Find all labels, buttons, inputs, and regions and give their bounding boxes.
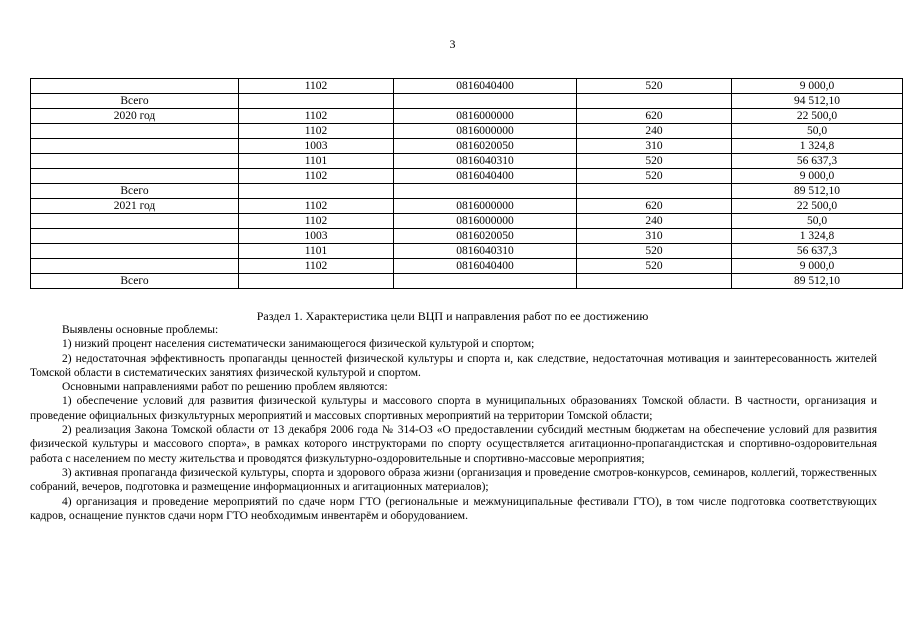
table-row xyxy=(31,79,903,94)
table-cell: Всего xyxy=(31,94,239,109)
paragraph: 1) обеспечение условий для развития физической культуры и массового спорта в муниципальных образованиях Томской области. В частности, организация и проведение официальных физкультурных мероприятий и массовых спортивных мероприятий на территории Томской области; xyxy=(30,395,877,422)
table-cell xyxy=(239,94,394,109)
table-cell: 520 xyxy=(577,169,732,184)
table-cell xyxy=(394,184,577,199)
table-cell xyxy=(31,139,239,154)
table-cell: 1102 xyxy=(239,199,394,214)
paragraph: Основными направлениями работ по решению проблем являются: xyxy=(62,381,388,394)
page-number: 3 xyxy=(449,37,456,51)
table-cell xyxy=(31,214,239,229)
table-cell: 0816020050 xyxy=(394,229,577,244)
table-cell xyxy=(577,94,732,109)
table-cell xyxy=(239,184,394,199)
table-cell xyxy=(31,169,239,184)
table-cell: 1101 xyxy=(239,154,394,169)
table-cell: 89 512,10 xyxy=(732,184,903,199)
table-cell xyxy=(394,274,577,289)
table-cell: 2020 год xyxy=(31,109,239,124)
table-cell: 310 xyxy=(577,229,732,244)
table-row xyxy=(31,169,903,184)
table-cell: 56 637,3 xyxy=(732,244,903,259)
paragraph: 2) недостаточная эффективность пропаганды ценностей физической культуры и спорта и, как следствие, недостаточная мотивация и заинтересованность жителей Томской области в систематических занятиях физической культурой и спортом. xyxy=(30,352,877,379)
table-cell: Всего xyxy=(31,274,239,289)
table-row xyxy=(31,259,903,274)
table-cell: 1003 xyxy=(239,139,394,154)
budget-table-body xyxy=(31,79,903,289)
table-row xyxy=(31,244,903,259)
table-cell: 1102 xyxy=(239,169,394,184)
table-cell: 520 xyxy=(577,154,732,169)
table-row xyxy=(31,94,903,109)
table-cell: 9 000,0 xyxy=(732,169,903,184)
table-cell: 1 324,8 xyxy=(732,229,903,244)
table-row xyxy=(31,109,903,124)
table-cell: 1003 xyxy=(239,229,394,244)
table-cell: 620 xyxy=(577,199,732,214)
table-cell: 2021 год xyxy=(31,199,239,214)
paragraph: 4) организация и проведение мероприятий по сдаче норм ГТО (региональные и межмуниципальные фестивали ГТО), в том числе подготовка соответствующих кадров, оснащение пунктов сдачи норм ГТО необходимым инвентарём и оборудованием. xyxy=(30,495,877,522)
table-row xyxy=(31,124,903,139)
table-cell: 620 xyxy=(577,109,732,124)
table-cell: 94 512,10 xyxy=(732,94,903,109)
table-cell: 1102 xyxy=(239,109,394,124)
table-cell: 0816020050 xyxy=(394,139,577,154)
paragraph: 1) низкий процент населения систематически занимающегося физической культурой и спортом; xyxy=(62,338,535,351)
table-cell: 0816000000 xyxy=(394,109,577,124)
table-cell: 0816000000 xyxy=(394,214,577,229)
table-cell: 240 xyxy=(577,124,732,139)
table-row xyxy=(31,139,903,154)
table-cell: 1101 xyxy=(239,244,394,259)
table-cell xyxy=(31,259,239,274)
table-cell: 1102 xyxy=(239,214,394,229)
table-cell xyxy=(577,184,732,199)
table-cell: 9 000,0 xyxy=(732,259,903,274)
table-cell xyxy=(31,244,239,259)
table-cell: 1102 xyxy=(239,79,394,94)
table-cell: 22 500,0 xyxy=(732,199,903,214)
table-cell: 1102 xyxy=(239,124,394,139)
table-cell: 240 xyxy=(577,214,732,229)
table-row xyxy=(31,184,903,199)
table-cell: 1102 xyxy=(239,259,394,274)
section-title: Раздел 1. Характеристика цели ВЦП и направления работ по ее достижению xyxy=(256,309,649,323)
table-row xyxy=(31,274,903,289)
table-row xyxy=(31,214,903,229)
table-cell: 0816040310 xyxy=(394,154,577,169)
budget-table xyxy=(30,78,903,289)
paragraph: Выявлены основные проблемы: xyxy=(62,324,219,336)
table-cell xyxy=(577,274,732,289)
table-row xyxy=(31,154,903,169)
table-cell: 0816000000 xyxy=(394,124,577,139)
table-cell xyxy=(239,274,394,289)
table-cell: 50,0 xyxy=(732,214,903,229)
table-cell: 50,0 xyxy=(732,124,903,139)
paragraph: 2) реализация Закона Томской области от 13 декабря 2006 года № 314-ОЗ «О предоставлении субсидий местным бюджетам на обеспечение условий для развития физической культуры и массового спорта», в рамках которого инструкторами по спорту осуществляется агитационно-пропагандистская и спортивно-оздоровительная работа с населением по месту жительства и проводятся физкультурно-оздоровительные и спортивно-массовые мероприятия; xyxy=(30,424,877,465)
table-cell xyxy=(31,154,239,169)
table-cell: 310 xyxy=(577,139,732,154)
table-row xyxy=(31,199,903,214)
paragraph: 3) активная пропаганда физической культуры, спорта и здорового образа жизни (организация и проведение смотров-конкурсов, семинаров, коллегий, торжественных собраний, вечеров, подготовка и размещение информационных и агитационных материалов); xyxy=(30,466,877,494)
table-cell: 520 xyxy=(577,244,732,259)
table-cell: 1 324,8 xyxy=(732,139,903,154)
table-cell: 0816000000 xyxy=(394,199,577,214)
table-cell: 0816040400 xyxy=(394,259,577,274)
table-cell: 0816040310 xyxy=(394,244,577,259)
table-cell: 520 xyxy=(577,79,732,94)
table-cell: 89 512,10 xyxy=(732,274,903,289)
table-cell: 9 000,0 xyxy=(732,79,903,94)
table-row xyxy=(31,229,903,244)
table-cell: 56 637,3 xyxy=(732,154,903,169)
table-cell xyxy=(31,79,239,94)
table-cell xyxy=(394,94,577,109)
table-cell: Всего xyxy=(31,184,239,199)
table-cell: 520 xyxy=(577,259,732,274)
table-cell: 22 500,0 xyxy=(732,109,903,124)
table-cell xyxy=(31,229,239,244)
body-text xyxy=(30,323,877,523)
table-cell: 0816040400 xyxy=(394,169,577,184)
table-cell: 0816040400 xyxy=(394,79,577,94)
table-cell xyxy=(31,124,239,139)
